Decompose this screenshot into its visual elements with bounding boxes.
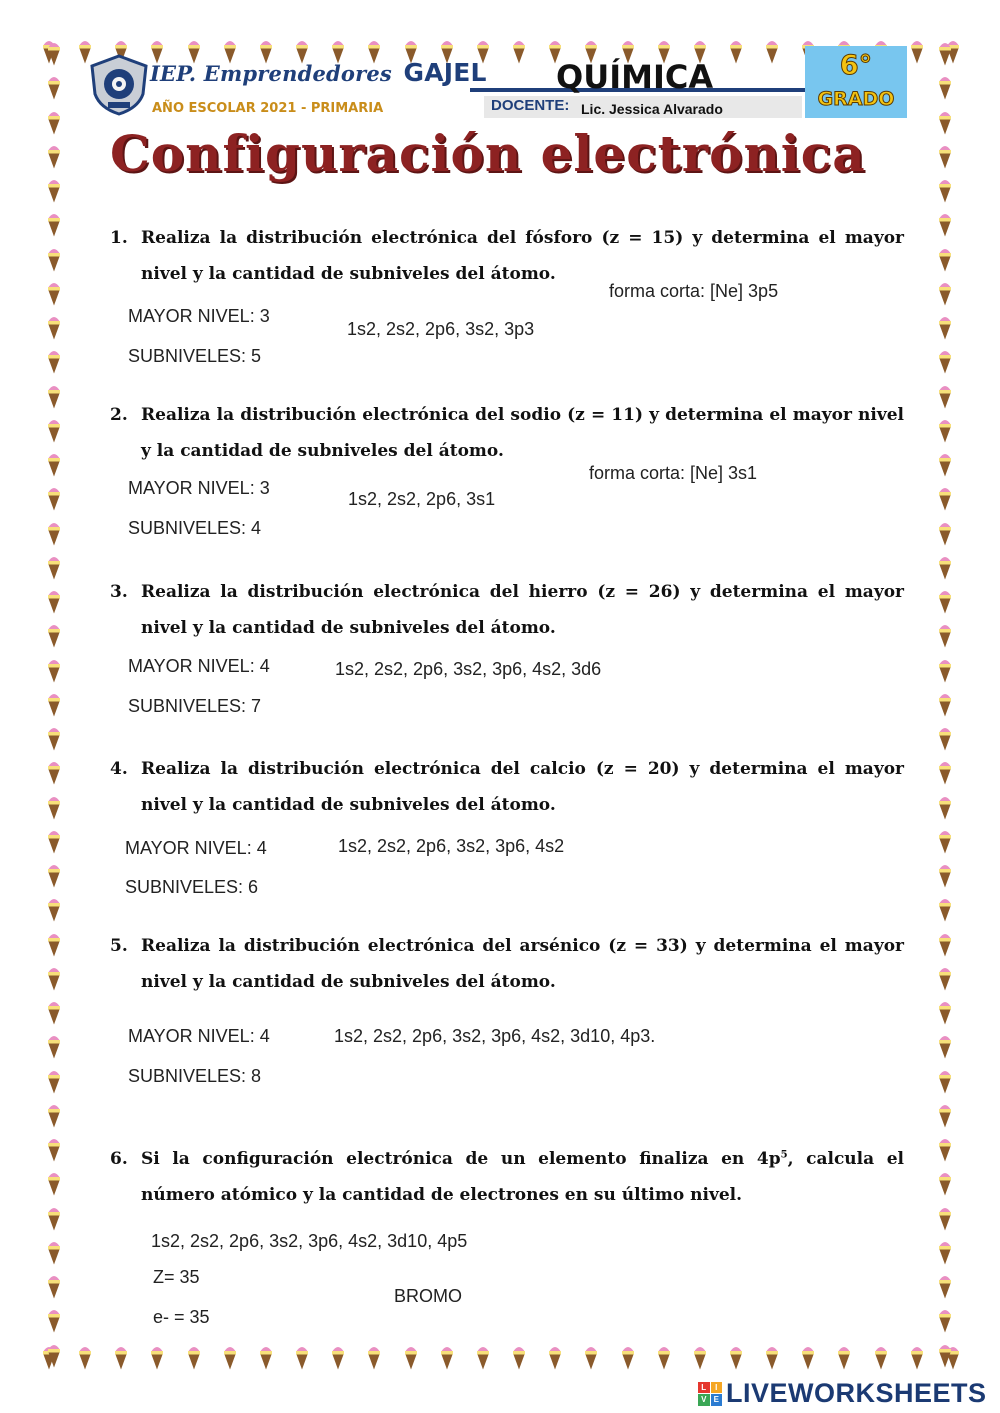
mayor-nivel: MAYOR NIVEL: 4 [128,1026,270,1046]
ice-cream-cone-icon [938,143,952,169]
ice-cream-cone-icon [910,1344,924,1370]
forma-corta: forma corta: [Ne] 3s1 [589,463,758,483]
ice-cream-cone-icon [47,1342,61,1368]
ice-cream-cone-icon [938,280,952,306]
ice-cream-cone-icon [47,1033,61,1059]
ice-cream-cone-icon [938,1136,952,1162]
ice-cream-cone-icon [47,862,61,888]
ice-cream-cone-icon [938,1033,952,1059]
ice-cream-cone-icon [938,520,952,546]
ice-cream-cone-icon [47,520,61,546]
ice-cream-cone-icon [938,759,952,785]
ice-cream-cone-icon [47,74,61,100]
ice-cream-cone-icon [223,1344,237,1370]
ice-cream-cone-icon [47,794,61,820]
ice-cream-cone-icon [47,759,61,785]
ice-cream-cone-icon [47,40,61,66]
grade-word: GRADO [817,88,895,110]
school-brand: GAJEL [403,58,487,87]
ice-cream-cone-icon [621,1344,635,1370]
ice-cream-cone-icon [938,554,952,580]
ice-cream-cone-icon [47,725,61,751]
subject-title: QUÍMICA [556,58,714,96]
configuracion: 1s2, 2s2, 2p6, 3s2, 3p6, 4s2, 3d6 [335,659,602,679]
question-text [110,1141,904,1213]
logo-letter: V [698,1394,710,1406]
page-title: Configuración electrónica [110,124,866,183]
ice-cream-cone-icon [938,622,952,648]
question-3 [110,574,904,646]
configuracion: 1s2, 2s2, 2p6, 3s2, 3p6, 4s2 [338,836,565,856]
ice-cream-cone-icon [47,1205,61,1231]
ice-cream-cone-icon [47,1307,61,1333]
question-1 [110,220,904,292]
configuracion: 1s2, 2s2, 2p6, 3s1 [348,489,496,509]
ice-cream-cone-icon [47,211,61,237]
ice-cream-cone-icon [47,896,61,922]
ice-cream-cone-icon [404,1344,418,1370]
ice-cream-cone-icon [938,383,952,409]
ice-cream-cone-icon [938,1170,952,1196]
ice-cream-cone-icon [476,1344,490,1370]
subniveles: SUBNIVELES: 5 [128,346,262,366]
ice-cream-cone-icon [938,862,952,888]
ice-cream-cone-icon [47,1170,61,1196]
ice-cream-cone-icon [938,931,952,957]
subniveles: SUBNIVELES: 4 [128,518,262,538]
school-shield-icon [88,54,150,116]
ice-cream-cone-icon [78,1344,92,1370]
ice-cream-cone-icon [938,246,952,272]
question-number: 6. [110,1149,128,1169]
ice-cream-cone-icon [259,1344,273,1370]
question-number: 5. [110,936,128,956]
ice-cream-cone-icon [938,828,952,854]
ice-cream-cone-icon [938,1205,952,1231]
docente-name: Lic. Jessica Alvarado [581,101,723,117]
ice-cream-cone-icon [938,588,952,614]
question-number: 3. [110,582,128,602]
ice-cream-cone-icon [938,794,952,820]
school-year: AÑO ESCOLAR 2021 - PRIMARIA [152,101,384,116]
school-name [150,58,487,87]
atomic-number: Z= 35 [153,1267,200,1287]
question-text: Realiza la distribución electrónica del calcio (z = 20) y determina el mayor nivel y la cantidad de subniveles del átomo. [141,759,904,815]
electron-count: e- = 35 [153,1307,210,1327]
ice-cream-cone-icon [150,1344,164,1370]
ice-cream-cone-icon [512,1344,526,1370]
element-name: BROMO [394,1286,463,1306]
ice-cream-cone-icon [47,828,61,854]
ice-cream-cone-icon [47,280,61,306]
ice-cream-cone-icon [47,931,61,957]
ice-cream-cone-icon [548,1344,562,1370]
ice-cream-cone-icon [114,1344,128,1370]
ice-cream-cone-icon [938,211,952,237]
ice-cream-cone-icon [765,1344,779,1370]
logo-letter: L [698,1382,710,1394]
question-2 [110,397,904,469]
ice-cream-cone-icon [765,38,779,64]
ice-cream-cone-icon [47,451,61,477]
question-5 [110,928,904,1000]
ice-cream-cone-icon [47,657,61,683]
ice-cream-cone-icon [938,40,952,66]
configuracion: 1s2, 2s2, 2p6, 3s2, 3p6, 4s2, 3d10, 4p3. [334,1026,656,1046]
question-6 [110,1141,904,1213]
ice-cream-cone-icon [47,143,61,169]
watermark-text: LIVEWORKSHEETS [726,1378,987,1408]
mayor-nivel: MAYOR NIVEL: 3 [128,478,270,498]
border-right [934,40,956,1368]
subniveles: SUBNIVELES: 6 [125,877,259,897]
ice-cream-cone-icon [47,554,61,580]
ice-cream-cone-icon [47,109,61,135]
ice-cream-cone-icon [47,314,61,340]
ice-cream-cone-icon [938,657,952,683]
ice-cream-cone-icon [729,38,743,64]
ice-cream-cone-icon [584,1344,598,1370]
ice-cream-cone-icon [693,1344,707,1370]
school-name-text: IEP. Emprendedores [150,61,392,86]
ice-cream-cone-icon [938,485,952,511]
question-text: Realiza la distribución electrónica del arsénico (z = 33) y determina el mayor nivel y la cantidad de subniveles del átomo. [141,936,904,992]
ice-cream-cone-icon [938,1273,952,1299]
ice-cream-cone-icon [938,691,952,717]
ice-cream-cone-icon [47,1068,61,1094]
ice-cream-cone-icon [938,177,952,203]
ice-cream-cone-icon [910,38,924,64]
ice-cream-cone-icon [331,1344,345,1370]
subniveles: SUBNIVELES: 8 [128,1066,262,1086]
ice-cream-cone-icon [47,1239,61,1265]
question-text: Realiza la distribución electrónica del sodio (z = 11) y determina el mayor nivel y la cantidad de subniveles del átomo. [141,405,904,461]
grade-number: 6° [839,50,873,81]
question-text-part: Si la configuración electrónica de un elemento finaliza en 4p [141,1149,781,1169]
ice-cream-cone-icon [187,1344,201,1370]
ice-cream-cone-icon [47,1273,61,1299]
ice-cream-cone-icon [657,1344,671,1370]
ice-cream-cone-icon [938,1239,952,1265]
ice-cream-cone-icon [440,1344,454,1370]
ice-cream-cone-icon [938,74,952,100]
ice-cream-cone-icon [47,485,61,511]
liveworksheets-watermark [698,1378,987,1409]
ice-cream-cone-icon [47,383,61,409]
border-left [43,40,65,1368]
ice-cream-cone-icon [938,1068,952,1094]
ice-cream-cone-icon [938,896,952,922]
question-text: Realiza la distribución electrónica del fósforo (z = 15) y determina el mayor nivel y la cantidad de subniveles del átomo. [141,228,904,284]
ice-cream-cone-icon [938,417,952,443]
ice-cream-cone-icon [837,1344,851,1370]
border-bottom [42,1344,960,1374]
ice-cream-cone-icon [47,622,61,648]
question-4 [110,751,904,823]
ice-cream-cone-icon [938,314,952,340]
mayor-nivel: MAYOR NIVEL: 4 [128,656,270,676]
ice-cream-cone-icon [938,1342,952,1368]
question-number: 4. [110,759,128,779]
ice-cream-cone-icon [801,1344,815,1370]
ice-cream-cone-icon [47,417,61,443]
logo-letter: E [711,1394,723,1406]
ice-cream-cone-icon [47,999,61,1025]
question-text: Realiza la distribución electrónica del hierro (z = 26) y determina el mayor nivel y la cantidad de subniveles del átomo. [141,582,904,638]
configuracion: 1s2, 2s2, 2p6, 3s2, 3p3 [347,319,535,339]
grade-badge [805,46,907,118]
mayor-nivel: MAYOR NIVEL: 3 [128,306,270,326]
ice-cream-cone-icon [47,588,61,614]
superscript: 5 [780,1149,788,1161]
ice-cream-cone-icon [938,348,952,374]
liveworksheets-logo-icon [698,1382,722,1406]
question-text-part: , calcula el número atómico y la cantidad de electrones en su último nivel. [141,1149,904,1205]
ice-cream-cone-icon [938,451,952,477]
ice-cream-cone-icon [47,1136,61,1162]
question-number: 1. [110,228,128,248]
logo-letter: I [711,1382,723,1394]
ice-cream-cone-icon [295,1344,309,1370]
configuracion: 1s2, 2s2, 2p6, 3s2, 3p6, 4s2, 3d10, 4p5 [151,1231,468,1251]
ice-cream-cone-icon [47,177,61,203]
ice-cream-cone-icon [47,691,61,717]
subniveles: SUBNIVELES: 7 [128,696,262,716]
ice-cream-cone-icon [729,1344,743,1370]
ice-cream-cone-icon [367,1344,381,1370]
ice-cream-cone-icon [938,1307,952,1333]
ice-cream-cone-icon [938,999,952,1025]
forma-corta: forma corta: [Ne] 3p5 [609,281,779,301]
ice-cream-cone-icon [938,965,952,991]
ice-cream-cone-icon [938,1102,952,1128]
ice-cream-cone-icon [47,246,61,272]
question-number: 2. [110,405,128,425]
ice-cream-cone-icon [47,965,61,991]
ice-cream-cone-icon [938,109,952,135]
ice-cream-cone-icon [512,38,526,64]
ice-cream-cone-icon [874,1344,888,1370]
ice-cream-cone-icon [47,1102,61,1128]
ice-cream-cone-icon [47,348,61,374]
ice-cream-cone-icon [938,725,952,751]
docente-label: DOCENTE: [491,97,570,114]
mayor-nivel: MAYOR NIVEL: 4 [125,838,267,858]
